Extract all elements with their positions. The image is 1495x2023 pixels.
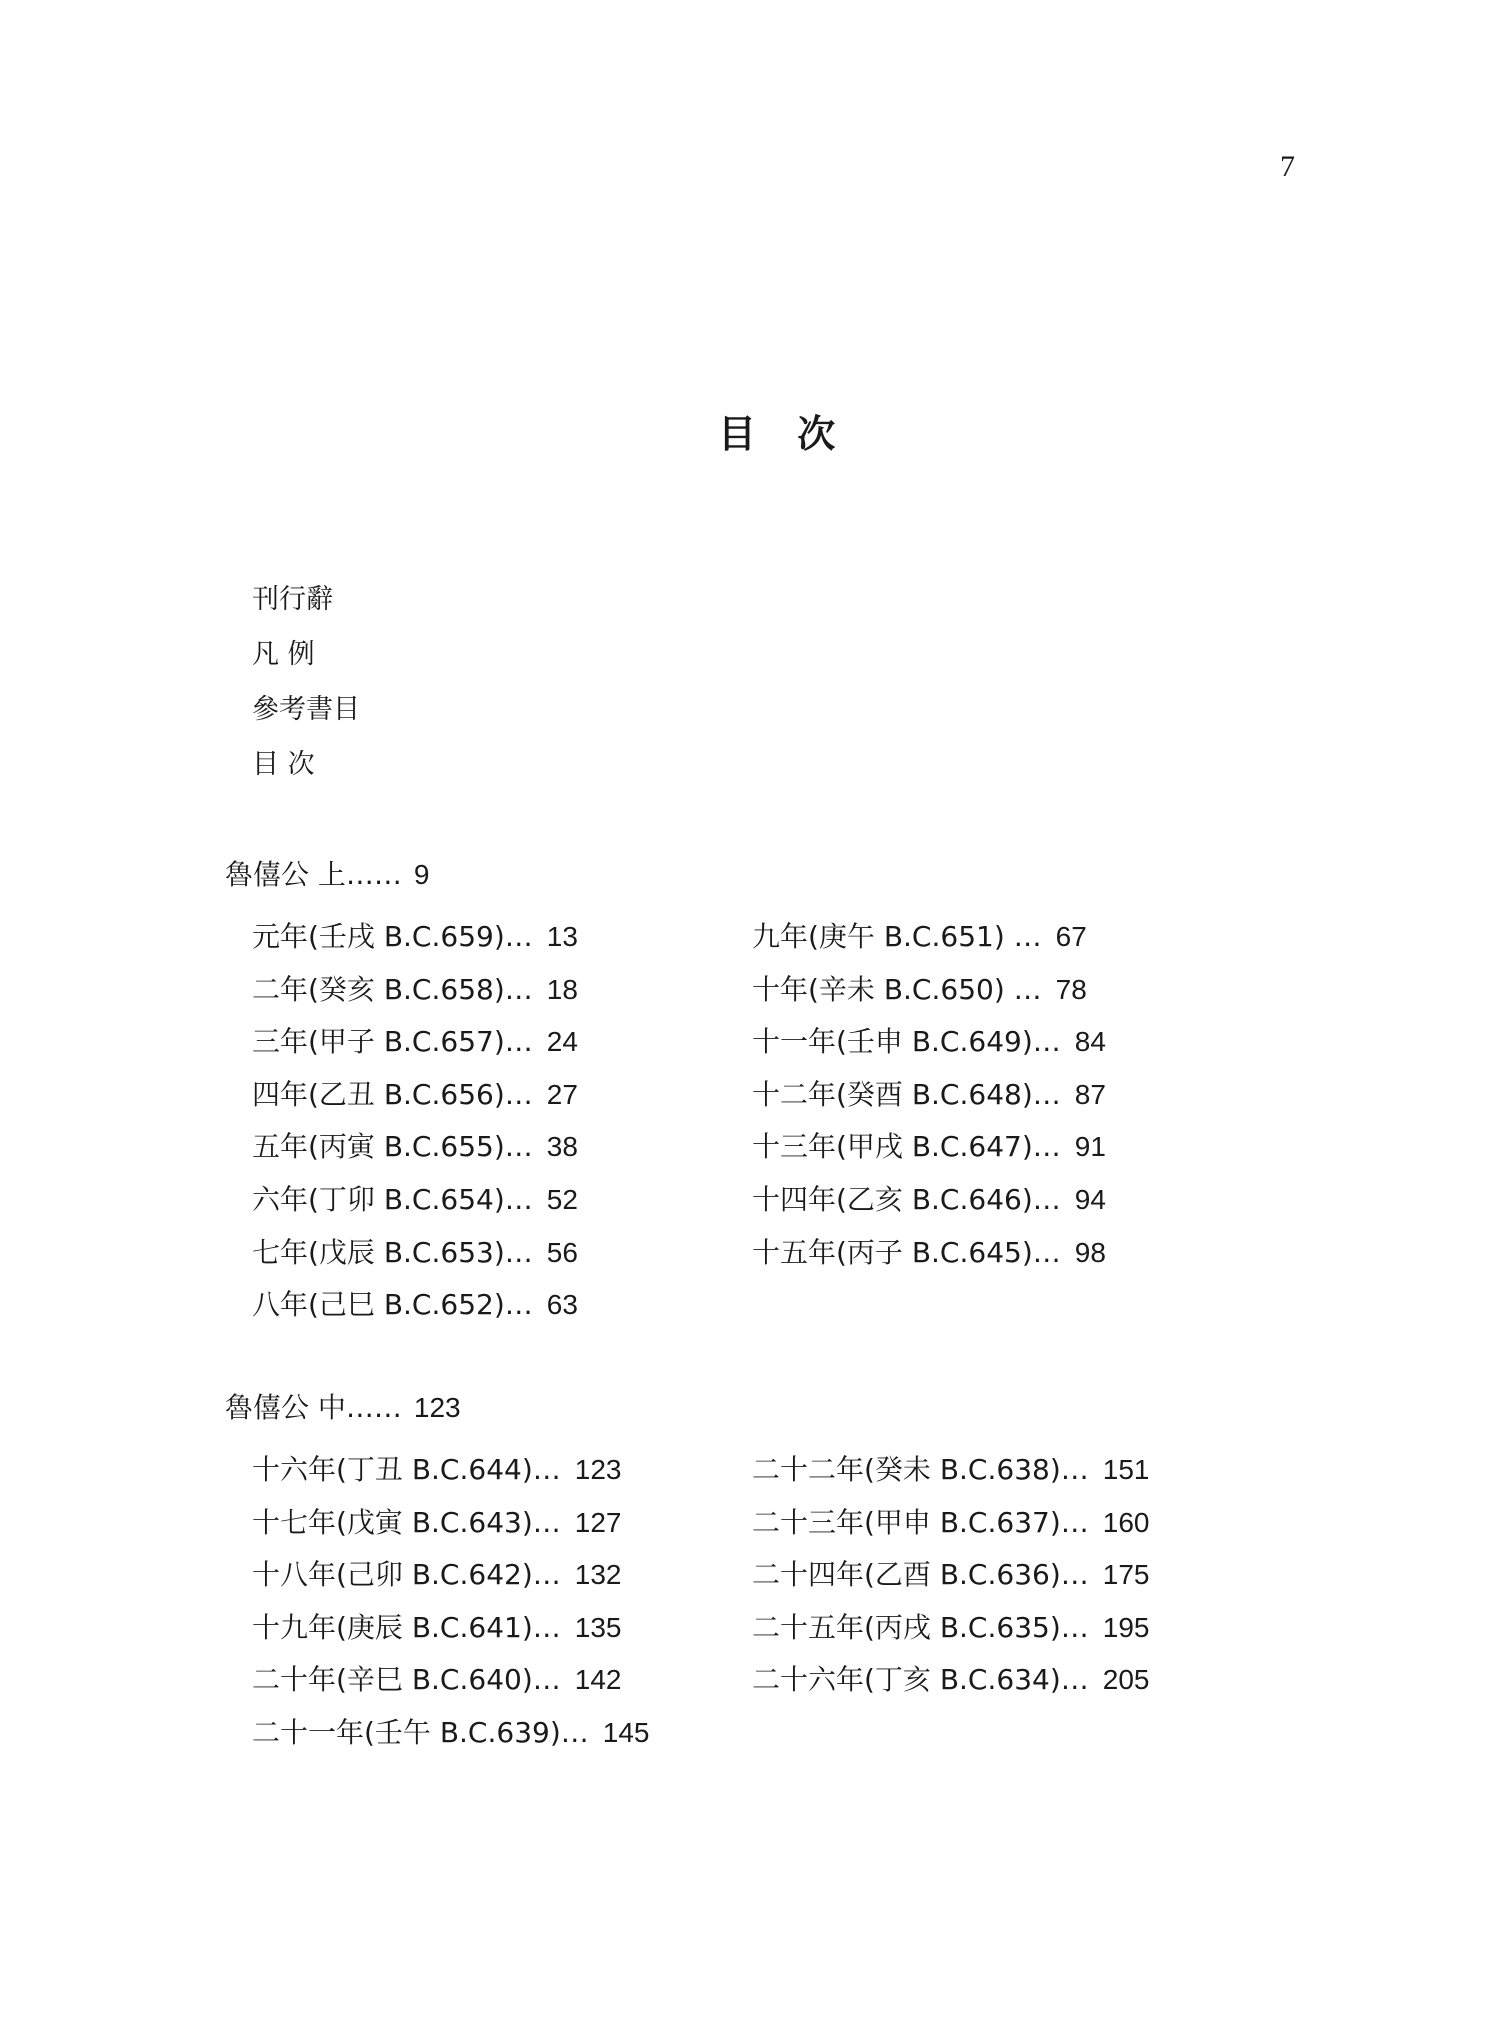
toc-entry[interactable] bbox=[252, 1549, 649, 1602]
toc-entry-label: 七年(戊辰 B.C.653)… bbox=[252, 1235, 533, 1269]
toc-entry[interactable] bbox=[252, 911, 578, 964]
toc-section-middle bbox=[225, 1386, 1150, 1749]
toc-entry-page: 132 bbox=[574, 1559, 622, 1591]
toc-entry-label: 十一年(壬申 B.C.649)… bbox=[752, 1025, 1061, 1059]
toc-entry[interactable] bbox=[252, 1069, 578, 1122]
toc-entry-page: 145 bbox=[602, 1716, 650, 1748]
toc-entry[interactable] bbox=[752, 1174, 1106, 1227]
toc-entry-page: 78 bbox=[1055, 973, 1087, 1005]
toc-entry-page: 94 bbox=[1074, 1183, 1106, 1215]
toc-entry[interactable] bbox=[252, 1016, 578, 1069]
toc-entry-page: 135 bbox=[574, 1611, 622, 1643]
toc-column-left bbox=[252, 1444, 649, 1760]
toc-entry-page: 18 bbox=[546, 973, 578, 1005]
toc-entry-label: 十二年(癸酉 B.C.648)… bbox=[752, 1077, 1061, 1111]
front-matter-item[interactable]: 目 次 bbox=[252, 749, 315, 780]
toc-entry[interactable] bbox=[252, 1121, 578, 1174]
toc-entry-label: 八年(己巳 B.C.652)… bbox=[252, 1288, 533, 1322]
toc-entry[interactable] bbox=[752, 1654, 1149, 1707]
toc-entry-label: 六年(丁卯 B.C.654)… bbox=[252, 1182, 533, 1216]
toc-entry-label: 十年(辛未 B.C.650) … bbox=[752, 972, 1042, 1006]
toc-entry-label: 元年(壬戌 B.C.659)… bbox=[252, 920, 533, 953]
toc-entry[interactable] bbox=[252, 1602, 649, 1655]
toc-entry[interactable] bbox=[252, 1497, 649, 1550]
toc-entry[interactable] bbox=[752, 1549, 1149, 1602]
section-heading-label: 魯僖公 中…… bbox=[225, 1391, 402, 1424]
page-number: 7 bbox=[1280, 150, 1295, 183]
toc-entry-label: 十八年(己卯 B.C.642)… bbox=[252, 1558, 561, 1592]
toc-entry-page: 24 bbox=[546, 1026, 578, 1058]
toc-entry-page: 87 bbox=[1074, 1078, 1106, 1110]
toc-entry-label: 十九年(庚辰 B.C.641)… bbox=[252, 1610, 561, 1644]
toc-entry[interactable] bbox=[752, 964, 1106, 1017]
toc-entry-page: 151 bbox=[1102, 1454, 1150, 1485]
page-title: 目 次 bbox=[718, 411, 850, 456]
toc-entry-page: 63 bbox=[546, 1289, 578, 1321]
toc-entry-page: 38 bbox=[546, 1131, 578, 1163]
toc-entry-page: 13 bbox=[546, 921, 578, 952]
toc-entry[interactable] bbox=[752, 1227, 1106, 1280]
toc-entry-page: 56 bbox=[546, 1236, 578, 1268]
toc-entry-page: 91 bbox=[1074, 1131, 1106, 1163]
toc-column-right bbox=[752, 1444, 1149, 1707]
section-heading-label: 魯僖公 上…… bbox=[225, 858, 402, 891]
toc-entry-label: 四年(乙丑 B.C.656)… bbox=[252, 1077, 533, 1111]
toc-section-upper bbox=[225, 853, 1106, 1322]
toc-entry-label: 十五年(丙子 B.C.645)… bbox=[752, 1235, 1061, 1269]
toc-entry-label: 三年(甲子 B.C.657)… bbox=[252, 1025, 533, 1059]
toc-entry[interactable] bbox=[752, 1121, 1106, 1174]
toc-entry-page: 205 bbox=[1102, 1664, 1150, 1696]
section-heading-page: 123 bbox=[413, 1392, 461, 1423]
toc-entry-label: 二十五年(丙戌 B.C.635)… bbox=[752, 1610, 1089, 1644]
toc-column-right bbox=[752, 911, 1106, 1279]
toc-entry[interactable] bbox=[752, 1444, 1149, 1497]
toc-entry[interactable] bbox=[252, 1227, 578, 1280]
toc-entry-label: 二十二年(癸未 B.C.638)… bbox=[752, 1453, 1089, 1486]
front-matter-item[interactable]: 參考書目 bbox=[252, 694, 360, 725]
toc-entry[interactable] bbox=[252, 1174, 578, 1227]
toc-entry-page: 195 bbox=[1102, 1611, 1150, 1643]
toc-entry-page: 67 bbox=[1055, 921, 1087, 952]
toc-entry-label: 二十三年(甲申 B.C.637)… bbox=[752, 1505, 1089, 1539]
toc-entry[interactable] bbox=[752, 1016, 1106, 1069]
toc-entry-page: 98 bbox=[1074, 1236, 1106, 1268]
toc-entry[interactable] bbox=[252, 964, 578, 1017]
toc-entry-label: 五年(丙寅 B.C.655)… bbox=[252, 1130, 533, 1164]
toc-entry[interactable] bbox=[752, 1069, 1106, 1122]
toc-entry-page: 52 bbox=[546, 1183, 578, 1215]
toc-entry-label: 二十年(辛巳 B.C.640)… bbox=[252, 1663, 561, 1697]
toc-entry[interactable] bbox=[752, 1497, 1149, 1550]
toc-entry-label: 二十一年(壬午 B.C.639)… bbox=[252, 1715, 589, 1749]
toc-entry-label: 十六年(丁丑 B.C.644)… bbox=[252, 1453, 561, 1486]
toc-entry[interactable] bbox=[252, 1654, 649, 1707]
front-matter-item[interactable]: 凡 例 bbox=[252, 639, 315, 670]
toc-entry-label: 二年(癸亥 B.C.658)… bbox=[252, 972, 533, 1006]
toc-entry[interactable] bbox=[752, 1602, 1149, 1655]
toc-entry-label: 十七年(戊寅 B.C.643)… bbox=[252, 1505, 561, 1539]
toc-entry-page: 160 bbox=[1102, 1506, 1150, 1538]
section-heading[interactable] bbox=[225, 853, 429, 897]
section-heading[interactable] bbox=[225, 1386, 461, 1430]
toc-entry-page: 142 bbox=[574, 1664, 622, 1696]
toc-entry-page: 27 bbox=[546, 1078, 578, 1110]
toc-entry[interactable] bbox=[252, 1444, 649, 1497]
toc-entry-page: 123 bbox=[574, 1454, 622, 1485]
toc-entry-label: 十四年(乙亥 B.C.646)… bbox=[752, 1182, 1061, 1216]
toc-entry-page: 84 bbox=[1074, 1026, 1106, 1058]
toc-column-left bbox=[252, 911, 578, 1332]
toc-entry-label: 十三年(甲戌 B.C.647)… bbox=[752, 1130, 1061, 1164]
toc-entry-page: 127 bbox=[574, 1506, 622, 1538]
toc-entry-page: 175 bbox=[1102, 1559, 1150, 1591]
front-matter-list bbox=[252, 578, 360, 798]
toc-entry[interactable] bbox=[252, 1707, 649, 1760]
toc-entry[interactable] bbox=[252, 1279, 578, 1332]
toc-entry-label: 二十四年(乙酉 B.C.636)… bbox=[752, 1558, 1089, 1592]
front-matter-item[interactable]: 刊行辭 bbox=[252, 584, 333, 615]
toc-entry[interactable] bbox=[752, 911, 1106, 964]
toc-entry-label: 二十六年(丁亥 B.C.634)… bbox=[752, 1663, 1089, 1697]
section-heading-page: 9 bbox=[413, 859, 430, 890]
toc-entry-label: 九年(庚午 B.C.651) … bbox=[752, 920, 1042, 953]
